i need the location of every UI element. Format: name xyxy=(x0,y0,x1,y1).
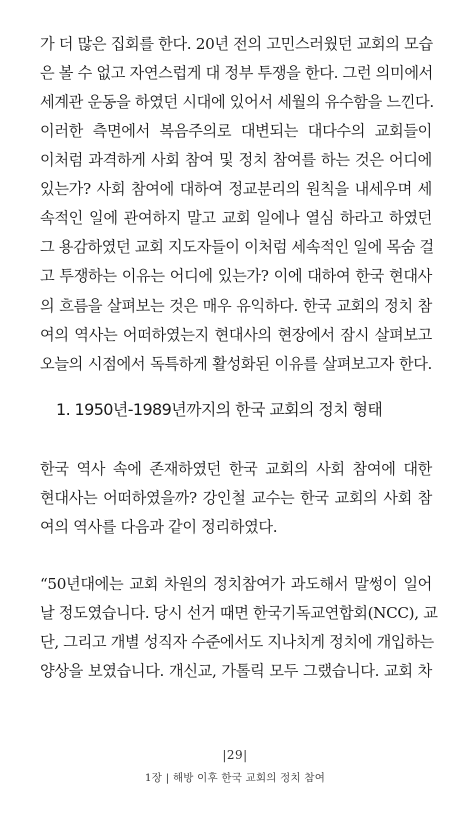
page-number-value: 29 xyxy=(226,748,244,762)
text-line: 고 투쟁하는 이유는 어디에 있는가? 이에 대하여 한국 현대사 xyxy=(40,267,432,286)
section-heading: 1. 1950년-1989년까지의 한국 교회의 정치 형태 xyxy=(56,400,383,419)
text-line: 양상을 보였습니다. 개신교, 가톨릭 모두 그랬습니다. 교회 차 xyxy=(40,662,432,681)
text-line: 있는가? 사회 참여에 대하여 정교분리의 원칙을 내세우며 세 xyxy=(40,180,432,199)
text-line: 세계관 운동을 하였던 시대에 있어서 세월의 유수함을 느낀다. xyxy=(40,93,434,112)
text-line: 현대사는 어떠하였을까? 강인철 교수는 한국 교회의 사회 참 xyxy=(40,489,432,508)
text-line: 이러한 측면에서 복음주의로 대변되는 대다수의 교회들이 xyxy=(40,122,432,140)
text-line: 단, 그리고 개별 성직자 수준에서도 지나치게 정치에 개입하는 xyxy=(40,633,434,652)
paragraph-3 xyxy=(40,455,432,542)
paragraph-4-quote xyxy=(40,570,438,686)
text-line: 은 볼 수 없고 자연스럽게 대 정부 투쟁을 한다. 그런 의미에서 xyxy=(40,64,433,83)
text-line: 속적인 일에 관여하지 말고 교회 일에나 열심 하라고 하였던 xyxy=(40,209,432,228)
text-line: 오늘의 시점에서 독특하게 활성화된 이유를 살펴보고자 한다. xyxy=(40,354,432,373)
text-line: 의 흐름을 살펴보는 것은 매우 유익하다. 한국 교회의 정치 참 xyxy=(40,296,432,315)
text-line: 여의 역사는 어떠하였는지 현대사의 현장에서 잠시 살펴보고 xyxy=(40,325,432,344)
text-line: 날 정도였습니다. 당시 선거 때면 한국기독교연합회(NCC), 교 xyxy=(40,604,438,623)
text-line: 여의 역사를 다음과 같이 정리하였다. xyxy=(40,518,278,537)
text-line: 이처럼 과격하게 사회 참여 및 정치 참여를 하는 것은 어디에 xyxy=(40,151,432,170)
text-line: “50년대에는 교회 차원의 정치참여가 과도해서 말썽이 일어 xyxy=(40,575,432,593)
paragraph-1 xyxy=(40,30,432,117)
text-line: 가 더 많은 집회를 한다. 20년 전의 고민스러웠던 교회의 모습 xyxy=(40,35,433,53)
running-head: 1장 | 해방 이후 한국 교회의 정치 참여 xyxy=(144,772,326,784)
text-line: 그 용감하였던 교회 지도자들이 이처럼 세속적인 일에 목숨 걸 xyxy=(40,238,434,257)
text-line: 한국 역사 속에 존재하였던 한국 교회의 사회 참여에 대한 xyxy=(40,460,432,478)
paragraph-2 xyxy=(40,117,432,379)
page-number: |29| xyxy=(222,748,248,762)
